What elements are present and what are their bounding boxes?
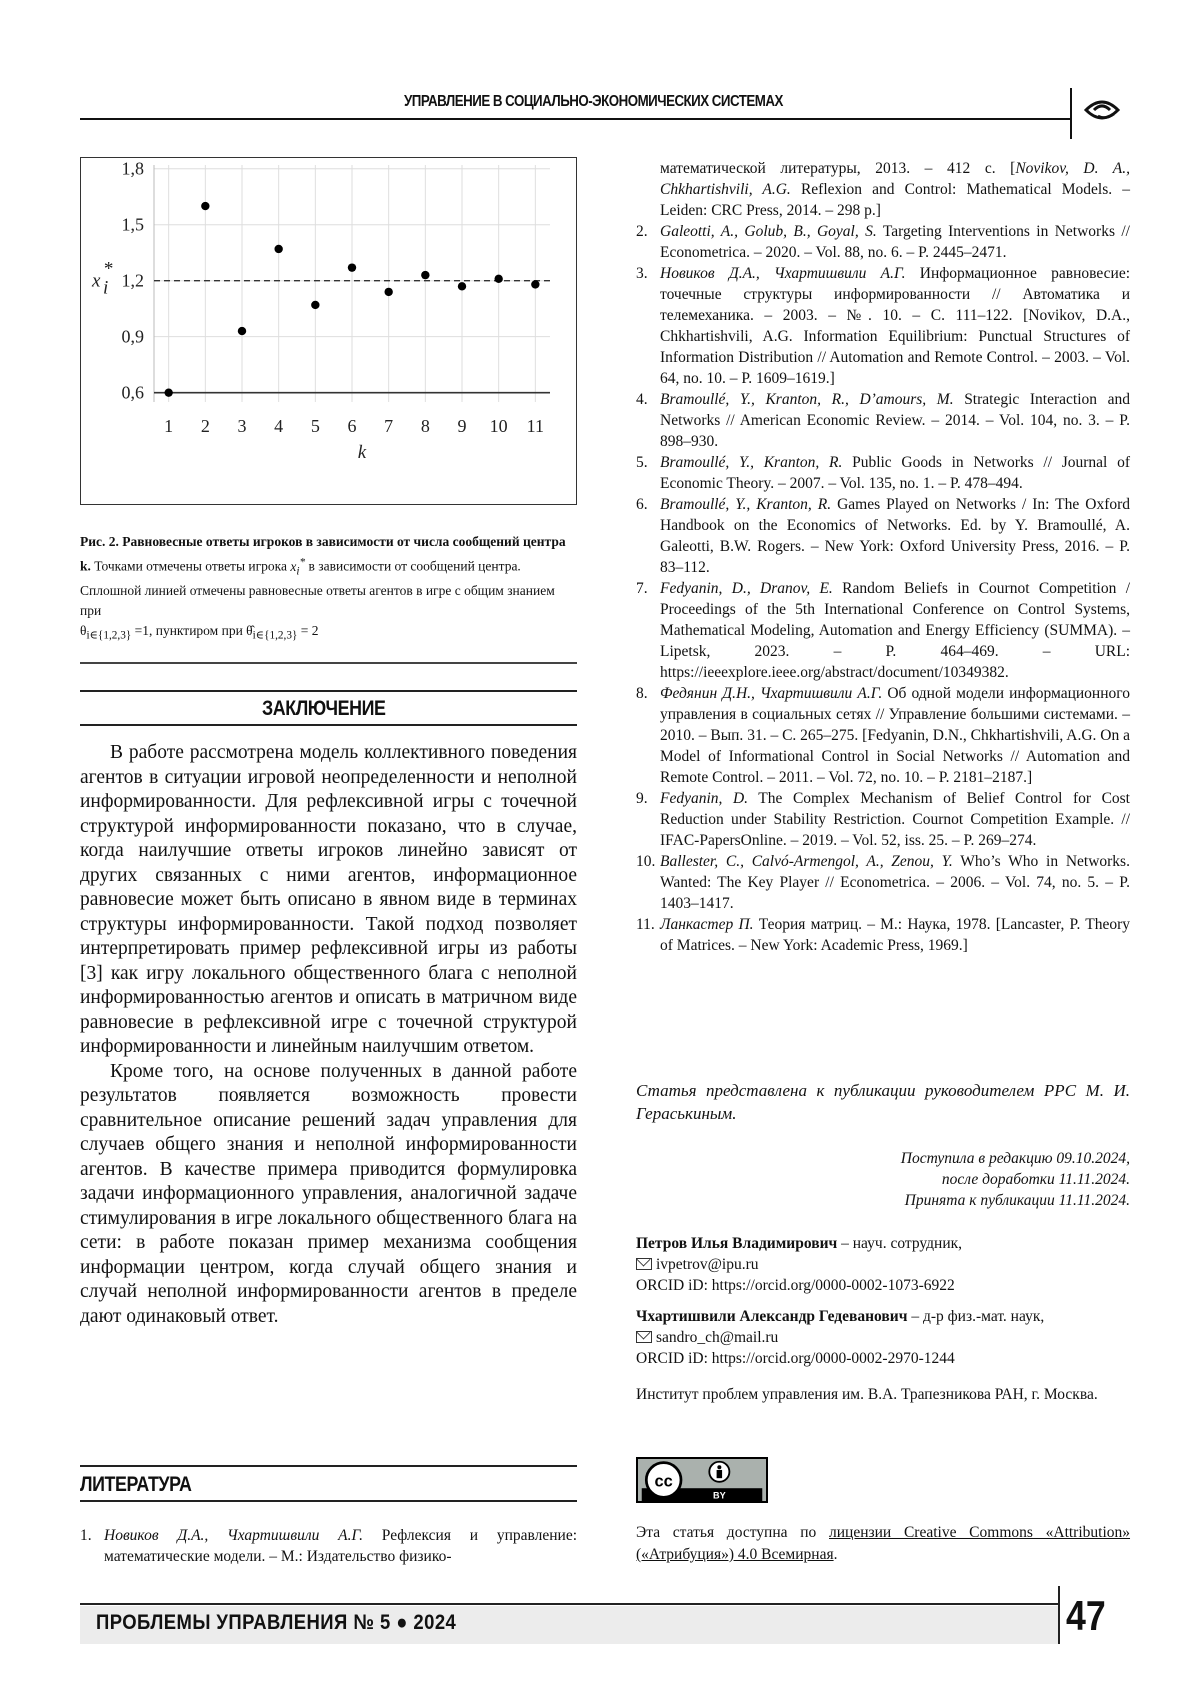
reference-number: 5. — [636, 454, 648, 471]
data-point — [164, 388, 172, 396]
reference-1 — [80, 1525, 577, 1567]
author-name: Чхартишвили Александр Гедеванович — [636, 1308, 908, 1325]
reference-item — [636, 452, 1130, 494]
data-point — [311, 301, 319, 309]
reference-text: Strategic Interaction and Networks // American Economic Review. – 2014. – Vol. 104, no. 3. – P. 898–930. — [660, 391, 1130, 450]
license-link[interactable]: лицензии Creative Commons «Attribution» («Атрибуция») 4.0 Всемирная — [636, 1524, 1131, 1563]
caption-theta-hat: θ̂ — [246, 623, 253, 639]
reference-number: 3. — [636, 265, 648, 282]
reference-authors: Ballester, C., Calvó-Armengol, A., Zenou, Y. — [660, 853, 953, 870]
reference-item — [636, 914, 1130, 956]
caption-symbol-sub: i — [296, 565, 300, 578]
reference-authors: Новиков Д.А., Чхартишвили А.Г. — [104, 1527, 363, 1544]
reference-item — [636, 389, 1130, 452]
literature-rule-bottom — [80, 1500, 577, 1502]
date-accepted: Принята к публикации 11.11.2024. — [904, 1192, 1130, 1209]
data-point — [201, 202, 209, 210]
reference-text: Targeting Interventions in Networks // Econometrica. – 2020. – Vol. 88, no. 6. – P. 2445–2471. — [660, 223, 1130, 261]
author-email[interactable]: sandro_ch@mail.ru — [656, 1329, 779, 1346]
section-title-literature: ЛИТЕРАТУРА — [80, 1473, 192, 1496]
reference-text: Теория матриц. – М.: Наука, 1978. [Lancaster, P. Theory of Matrices. – New York: Academic Press, 1969.] — [660, 916, 1131, 954]
scatter-chart — [80, 157, 577, 505]
institution: Институт проблем управления им. В.А. Трапезникова РАН, г. Москва. — [636, 1386, 1098, 1403]
publication-dates — [636, 1148, 1130, 1211]
author-role: – науч. сотрудник, — [841, 1235, 963, 1252]
editor-statement: Статья представлена к публикации руководителем РРС М. И. Гераськиным. — [636, 1081, 1130, 1123]
section-rule-top — [80, 690, 577, 692]
caption-theta-hat-sub: i∈{1,2,3} — [252, 629, 298, 642]
mail-icon — [636, 1258, 652, 1270]
data-point — [531, 280, 539, 288]
cc-by-icon[interactable] — [636, 1457, 768, 1503]
license-prefix: Эта статья доступна по — [636, 1524, 817, 1541]
reference-item — [636, 263, 1130, 389]
reference-item — [636, 578, 1130, 683]
reference-number: 4. — [636, 391, 648, 408]
reference-number: 11. — [636, 916, 655, 933]
reference-authors: Федянин Д.Н., Чхартишвили А.Г. — [660, 685, 883, 702]
reference-number: 6. — [636, 496, 648, 513]
literature-rule-top — [80, 1465, 577, 1467]
reference-authors: Bramoullé, Y., Kranton, R., D’amours, M. — [660, 391, 954, 408]
x-tick-label: 8 — [420, 416, 430, 436]
figure-caption — [80, 532, 577, 646]
header-rule — [80, 118, 1071, 120]
caption-eq1: =1, пунктиром при — [134, 623, 243, 639]
reference-item — [636, 494, 1130, 578]
data-point — [274, 245, 282, 253]
reference-item — [636, 221, 1130, 263]
author-orcid[interactable]: ORCID iD: https://orcid.org/0000-0002-2970-1244 — [636, 1350, 955, 1367]
footer-rule — [80, 1603, 1060, 1605]
data-point — [421, 271, 429, 279]
x-tick-label: 1 — [164, 416, 174, 436]
cc-label: cc — [654, 1472, 673, 1491]
x-tick-label: 10 — [489, 416, 508, 436]
reference-text: Об одной модели информационного управления в социальных сетях // Управление большими системами. – 2010. – Вып. 31. – С. 265–275. [Fedyanin, D.N., Chkhartishvili, A.G. On a Model of Informational Control in Social Networks // Automation and Remote Control. – 2011. – Vol. 72, no. 10. – P. 2181–2187.] — [660, 685, 1130, 786]
reference-authors: Novikov, D. A., Chkhartishvili, A.G. — [660, 160, 1131, 198]
author-1 — [636, 1233, 1130, 1296]
reference-authors: Ланкастер П. — [660, 916, 754, 933]
footer-journal: ПРОБЛЕМЫ УПРАВЛЕНИЯ № 5 ● 2024 — [96, 1611, 457, 1634]
reference-authors: Galeotti, A., Golub, B., Goyal, S. — [660, 223, 877, 240]
data-point — [238, 327, 246, 335]
y-tick-label: 1,2 — [121, 270, 144, 291]
mail-icon — [636, 1331, 652, 1343]
running-header: УПРАВЛЕНИЕ В СОЦИАЛЬНО-ЭКОНОМИЧЕСКИХ СИСТЕМАХ — [404, 93, 783, 110]
caption-rule — [80, 662, 577, 664]
author-name: Петров Илья Владимирович — [636, 1235, 838, 1252]
reference-number: 9. — [636, 790, 648, 807]
caption-symbol-x: x — [290, 558, 297, 574]
reference-authors: Fedyanin, D., Dranov, E. — [660, 580, 833, 597]
date-received: Поступила в редакцию 09.10.2024, — [900, 1150, 1130, 1167]
x-tick-label: 11 — [526, 416, 545, 436]
reference-text: Games Played on Networks / In: The Oxford Handbook on the Economics of Networks. Ed. by Y. Bramoullé, A. Galeotti, B.W. Rogers. – New York: Oxford University Press, 2016. – P. 83–112. — [660, 496, 1131, 576]
author-2 — [636, 1306, 1130, 1369]
reference-text: математической литературы, 2013. – 412 с. [ — [660, 160, 1016, 177]
y-tick-label: 1,5 — [121, 214, 144, 235]
author-email[interactable]: ivpetrov@ipu.ru — [656, 1256, 759, 1273]
data-point — [348, 263, 356, 271]
author-role: – д-р физ.-мат. наук, — [911, 1308, 1045, 1325]
x-tick-label: 5 — [310, 416, 320, 436]
reference-number: 1. — [80, 1527, 92, 1544]
data-point — [494, 275, 502, 283]
data-point — [384, 288, 392, 296]
author-orcid[interactable]: ORCID iD: https://orcid.org/0000-0002-1073-6922 — [636, 1277, 955, 1294]
data-point — [458, 282, 466, 290]
license-text — [636, 1522, 1130, 1566]
reference-authors: Bramoullé, Y., Kranton, R. — [660, 454, 843, 471]
reference-text: Рефлексия и управление: математические модели. – М.: Издательство физико- — [104, 1527, 578, 1565]
footer-divider — [1058, 1586, 1060, 1644]
reference-text: Информационное равновесие: точечные структуры информированности // Автоматика и телемеханика. – 2003. – №. 10. – С. 111–122. [Novikov, D.A., Chkhartishvili, A.G. Information Equilibrium: Punctual Structures of Information Distribution // Automation and Remote Control. – 2003. – Vol. 64, no. 10. – P. 1609–1619.] — [660, 265, 1131, 387]
reference-text: Public Goods in Networks // Journal of Economic Theory. – 2007. – Vol. 135, no. 1. – P. 478–494. — [660, 454, 1131, 492]
x-tick-label: 3 — [237, 416, 247, 436]
reference-number: 7. — [636, 580, 648, 597]
license-suffix: . — [833, 1546, 838, 1563]
y-axis-label: x — [92, 270, 101, 292]
date-revised: после доработки 11.11.2024. — [941, 1171, 1130, 1188]
caption-theta: θ — [80, 623, 87, 639]
reference-text: Random Beliefs in Cournot Competition / Proceedings of the 5th International Conference on Control Systems, Mathematical Modeling, Automation and Energy Efficiency (SUMMA). – Lipetsk, 2023. – P. 464–469. – URL: https://ieeexplore.ieee.org/abstract/document/10349382. — [660, 580, 1130, 681]
header-divider — [1070, 88, 1072, 139]
y-tick-label: 1,8 — [121, 158, 144, 179]
caption-symbol-sup: * — [299, 556, 306, 568]
x-tick-label: 4 — [274, 416, 284, 436]
reference-item — [636, 788, 1130, 851]
x-tick-label: 7 — [384, 416, 394, 436]
reference-text: Reflexion and Control: Mathematical Models. – Leiden: CRC Press, 2014. – 298 p.] — [660, 181, 1131, 219]
x-tick-label: 9 — [457, 416, 467, 436]
y-tick-label: 0,6 — [121, 382, 144, 403]
x-tick-label: 6 — [347, 416, 357, 436]
reference-number: 2. — [636, 223, 648, 240]
conclusion-paragraph-2: Кроме того, на основе полученных в данной работе результатов появляется возможность провести сравнительное описание решений задач управления для случаев общего знания и неполной информированности агентов. В качестве примера приводится формулировка задачи информационного управления, аналогичной задаче стимулирования в игре локального общественного блага на сети: в работе показан пример механизма сообщения информации центром, когда случай общего знания и случай неполной информированности агентов в пределе дают одинаковый ответ. — [80, 1060, 577, 1327]
caption-text-1: Точками отмечены ответы игрока — [94, 558, 288, 574]
section-rule-bottom — [80, 724, 577, 726]
reference-item — [636, 683, 1130, 788]
reference-number: 10. — [636, 853, 656, 870]
caption-theta-sub: i∈{1,2,3} — [86, 629, 132, 642]
y-axis-label-sup: * — [103, 258, 113, 280]
page-number: 47 — [1066, 1592, 1106, 1639]
reference-list — [636, 158, 1130, 956]
y-tick-label: 0,9 — [121, 326, 144, 347]
y-axis-label-sub: i — [103, 277, 109, 299]
reference-text: The Complex Mechanism of Belief Control for Cost Reduction under Stability Restriction. Cournot Competition Example. // IFAC-PapersOnline. – 2019. – Vol. 52, iss. 25. – P. 269–274. — [660, 790, 1130, 849]
reference-number: 8. — [636, 685, 648, 702]
x-axis-label: k — [357, 442, 367, 463]
conclusion-body — [80, 741, 577, 1329]
reference-item — [636, 851, 1130, 914]
caption-title: Рис. 2. Равновесные ответы игроков в зависимости от числа сообщений центра k. — [80, 534, 566, 574]
conclusion-paragraph-1: В работе рассмотрена модель коллективного поведения агентов в ситуации игровой неопределенности и неполной информированности. Для рефлексивной игры с точечной структурой информированности показано, что в случае, когда наилучшие ответы игроков линейно зависят от других связанных с ними агентов, информационное равновесие может быть описано в явном виде в терминах структуры информированности. Такой подход позволяет интерпретировать пример рефлексивной игры из работы [3] как игру локального общественного блага с неполной информированностью агентов и описать в матричном виде равновесие в рефлексивной игре с точечной структурой информированности и линейным наилучшим ответом. — [80, 742, 577, 1057]
x-tick-label: 2 — [200, 416, 210, 436]
by-label: BY — [713, 1490, 726, 1501]
section-title-conclusion: ЗАКЛЮЧЕНИЕ — [262, 697, 386, 720]
reference-authors: Новиков Д.А., Чхартишвили А.Г. — [660, 265, 906, 282]
caption-eq2: = 2 — [300, 623, 319, 639]
reference-1-continued — [636, 158, 1130, 221]
caption-text-2: в зависимости от сообщений центра. Сплошной линией отмечены равновесные ответы агентов в игре с общим знанием при — [80, 558, 555, 619]
reference-authors: Fedyanin, D. — [660, 790, 749, 807]
reference-text: Who’s Who in Networks. Wanted: The Key Player // Econometrica. – 2006. – Vol. 74, no. 5. – P. 1403–1417. — [660, 853, 1130, 912]
reference-authors: Bramoullé, Y., Kranton, R. — [660, 496, 832, 513]
journal-logo-icon — [1080, 90, 1124, 130]
